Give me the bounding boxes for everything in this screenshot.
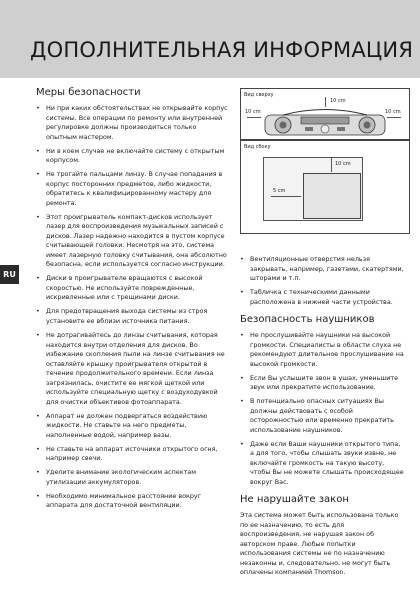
side-view-label: Вид сбоку: [244, 144, 271, 150]
top-view-diagram: [240, 88, 410, 140]
clearance-right: 10 cm: [385, 109, 401, 115]
rights-body: Эта система может быть использована только по ее назначению, то есть для воспроизведения, не нарушая закон об авторском праве. Любые попытки использования системы не по назначению незаконны и, следовательно, не могут быть оплачены компанией Thomson.: [240, 511, 399, 577]
safety-item: • Ни в коем случае не включайте систему с открытым корпусом.: [36, 147, 228, 166]
ventilation-item: • Табличка с техническими данными расположена в нижней части устройства.: [240, 288, 406, 307]
ventilation-item: • Вентиляционные отверстия нельзя закрывать, например, газетами, скатертями, шторами и т.п.: [240, 255, 406, 284]
language-tab: RU: [0, 265, 19, 284]
safety-list: [36, 104, 228, 511]
clearance-line: [247, 117, 261, 118]
boombox-illustration: [263, 106, 387, 136]
headphones-item: • Даже если Ваши наушники открытого типа, а для того, чтобы слышать звуки извне, не включайте громкость на такую высоту, чтобы Вы не можете слышать происходящее вокруг Вас.: [240, 440, 406, 488]
headphones-item: • В потенциально опасных ситуациях Вы должны действовать с особой осторожностью или временно прекратить использование наушников.: [240, 397, 406, 435]
clearance-top: 10 cm: [330, 98, 346, 104]
headphones-item: • Если Вы услышите звон в ушах, уменьшите звук или прекратите использование.: [240, 374, 406, 393]
headphones-item: • Не прослушивайте наушники на высокой громкости. Специалисты в области слуха не рекомендуют длительное прослушивание на высокой громкости.: [240, 331, 406, 369]
safety-heading: Меры безопасности: [36, 87, 141, 98]
side-view-diagram: [240, 140, 410, 234]
safety-item: • Диски в проигрывателе вращаются с высокой скоростью. Не используйте поврежденные, искривленные или с трещинами диски.: [36, 274, 228, 303]
safety-item: • Не дотрагивайтесь до линзы считывания, которая находится внутри отделения для дисков. Во избежание скопления пыли на линзе считывания не оставляйте крышку проигрывателя открытой в течение продолжительного времени. Если линза загрязнилась, очистите ее мягкой щеткой или используйте специальную щетку с воздуходувкой для очистки объективов фотоаппарата.: [36, 331, 228, 407]
safety-item: • Не ставьте на аппарат источники открытого огня, например свечи.: [36, 445, 228, 464]
clearance-line: [271, 196, 301, 197]
page-title: ДОПОЛНИТЕЛЬНАЯ ИНФОРМАЦИЯ: [30, 38, 414, 62]
safety-item: • Ни при каких обстоятельствах не открывайте корпус системы. Все операции по ремонту или внутренней регулировке должны производиться только опытным мастером.: [36, 104, 228, 142]
safety-item: • Необходимо минимальное расстояние вокруг аппарата для достаточной вентиляции.: [36, 492, 228, 511]
left-column: [36, 86, 228, 516]
clearance-top: 10 cm: [335, 161, 351, 167]
ventilation-list: [240, 255, 406, 307]
clearance-left: 10 cm: [245, 109, 261, 115]
headphones-heading: Безопасность наушников: [240, 314, 375, 326]
clearance-line: [331, 158, 332, 172]
safety-item: • Не трогайте пальцами линзу. В случае попадания в корпус посторонних предметов, либо жидкости, обратитесь к квалифицированному мастеру для ремонта.: [36, 170, 228, 208]
safety-item: • Уделите внимание экологическим аспектам утилизации аккумуляторов.: [36, 468, 228, 487]
headphones-list: [240, 331, 406, 487]
clearance-line: [387, 117, 401, 118]
top-view-label: Вид сверху: [244, 92, 274, 98]
safety-item: • Для предотвращения выхода системы из строя установите ее вблизи источника питания.: [36, 307, 228, 326]
clearance-back: 5 cm: [273, 188, 286, 194]
right-column: [240, 255, 406, 578]
side-view-unit: [303, 173, 361, 219]
safety-item: • Этот проигрыватель компакт-дисков использует лазер для воспроизведения музыкальных записей с дисков. Лазер надежно находится в пустом корпусе считывающей головки. Несмотря на это, система имеет лазерную головку считывания, она абсолютно безопасна, если используется согласно инструкции.: [36, 213, 228, 270]
rights-heading: Не нарушайте закон: [240, 494, 349, 506]
safety-item: • Аппарат не должен подвергаться воздействию жидкости. Не ставьте на него предметы, наполненные водой, например вазы.: [36, 412, 228, 441]
